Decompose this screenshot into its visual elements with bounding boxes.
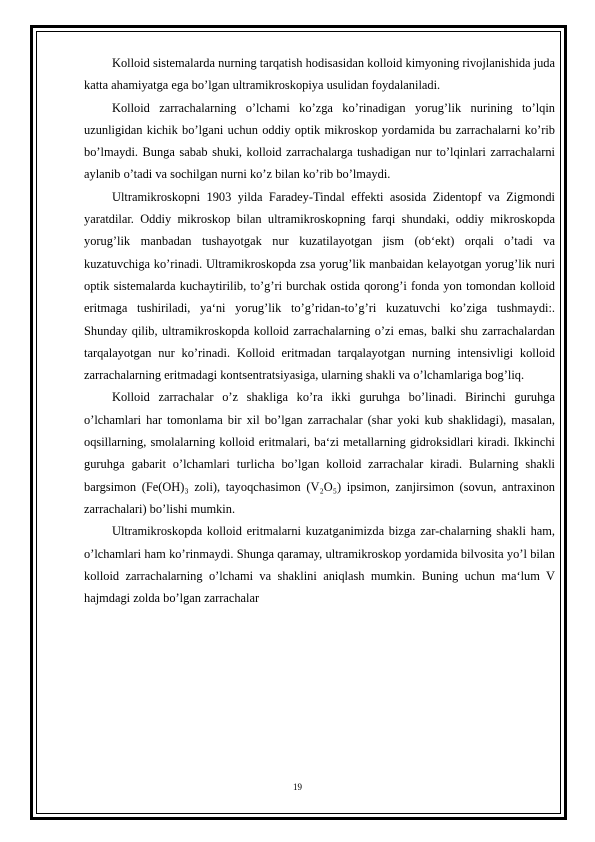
paragraph-2: Kolloid zarrachalarning o’lchami ko’zga ko’rinadigan yorug’lik nurining to’lqin uzunligidan kichik bo’lgani uchun oddiy optik mikroskop yordamida bu zarrachalarni ko’rib bo’lmaydi. Bunga sabab shuki, kolloid zarrachalarga tushadigan nur to’lqinlari zarrachalarni aylanib o’tadi va sochilgan nurni ko’z bilan ko’rib bo’lmaydi. [84, 100, 555, 182]
paragraph-3: Ultramikroskopni 1903 yilda Faradey-Tindal effekti asosida Zidentopf va Zigmondi yaratdilar. Oddiy mikroskop bilan ultramikroskopning farqi shundaki, oddiy mikroskopda yorug’lik manbadan tushayotgak nur kuzatilayotgan jism (ob‘ekt) orqali o’tadi va kuzatuvchiga ko’rinadi. Ultramikroskopda zsa yorug’lik manbaidan kelayotgan yorug’lik nuri optik sistemalarda kuchaytirilib, to’g’ri burchak ostida qorong’i fonda yon tomondan kolloid eritmaga tushiriladi, ya‘ni yorug’lik to’g’ridan-to’g’ri kuzatuvchi ko’ziga tushmaydi:. Shunday qilib, ultramikroskopda kolloid zarrachalarning o’zi emas, balki shu zarrachalardan tarqalayotgan nur ko’rinadi. Kolloid eritmadan tarqalayotgan nurning intensivligi kolloid zarrachalarning eritmadagi kontsentratsiyasiga, ularning shakli va o’lchamlariga bog’liq. [84, 189, 555, 383]
page-number: 19 [293, 782, 302, 792]
document-body [84, 52, 555, 609]
paragraph-4: Kolloid zarrachalar o’z shakliga ko’ra ikki guruhga bo’linadi. Birinchi guruhga o’lchamlari har tomonlama bir xil bo’lgan zarrachalar (shar yoki kub shaklidagi), masalan, oqsillarning, smolalarning kolloid eritmalari, ba‘zi metallarning gidroksidlari kiradi. Ikkinchi guruhga gabarit o’lchamlari turlicha bo’lgan kolloid zarrachalar kiradi. Bularning shakli bargsimon (Fe(OH)₃ zoli), tayoqchasimon (V₂O₅) ipsimon, zanjirsimon (sovun, antraxinon zarrachalari) bo’lishi mumkin. [84, 390, 555, 516]
paragraph-1: Kolloid sistemalarda nurning tarqatish hodisasidan kolloid kimyoning rivojlanishida juda katta ahamiyatga ega bo’lgan ultramikroskopiya usulidan foydalaniladi. [84, 56, 555, 93]
paragraph-5: Ultramikroskopda kolloid eritmalarni kuzatganimizda bizga zar-chalarning shakli ham, o’lchamlari ham ko’rinmaydi. Shunga qaramay, ultramikroskop yordamida bilvosita yo’l bilan kolloid zarrachalarning o’lchami va shaklini aniqlash mumkin. Buning uchun ma‘lum V hajmdagi zolda bo’lgan zarrachalar [84, 524, 555, 606]
